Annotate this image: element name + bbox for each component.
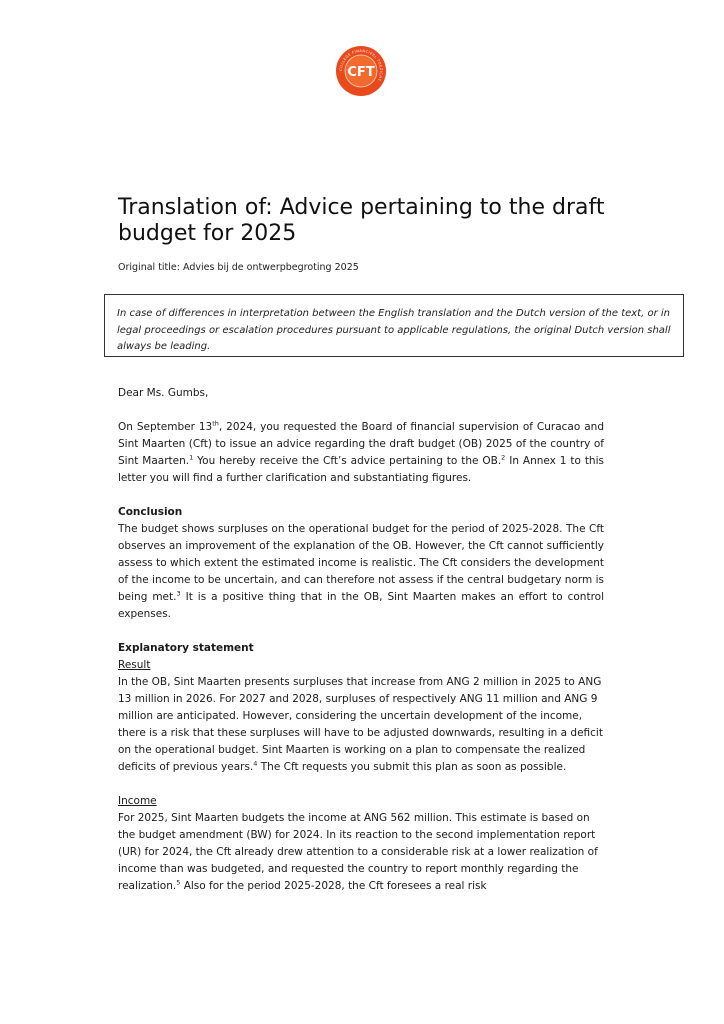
original-title: Original title: Advies bij de ontwerpbegroting 2025 <box>118 262 359 273</box>
explanatory-heading: Explanatory statement <box>118 642 254 654</box>
intro-paragraph: On September 13th, 2024, you requested the Board of financial supervision of Curacao and Sint Maarten (Cft) to issue an advice regarding the draft budget (OB) 2025 of the country of Sint Maarten.$^1$ You hereby receive the Cft’s advice pertaining to the OB.$^2$ In Annex 1 to this letter you will find a further clarification and substantiating figures. <box>118 419 604 484</box>
footnote-ref: 5 <box>176 878 181 887</box>
translation-notice: In case of differences in interpretation between the English translation and the Dutch version of the text, or in legal proceedings or escalation procedures pursuant to applicable regulations, the original Dutch version shall always be leading. <box>104 294 684 357</box>
footnote-ref: 2 <box>501 453 506 462</box>
logo-ring-text: COLLEGE FINANCIEEL TOEZICHT <box>338 48 384 82</box>
footnote-ref: 3 <box>176 589 181 598</box>
income-subheading: Income <box>118 795 157 807</box>
document-title: Translation of: Advice pertaining to the draft budget for 2025 <box>118 195 605 246</box>
footnote-ref: 1 <box>189 453 194 462</box>
conclusion-heading: Conclusion <box>118 506 183 518</box>
income-paragraph: For 2025, Sint Maarten budgets the income at ANG 562 million. This estimate is based on the budget amendment (BW) for 2024. In its reaction to the second implementation report (UR) for 2024, the Cft already drew attention to a considerable risk at a lower realization of income than was budgeted, and requested the country to report monthly regarding the realization.$^5$ Also for the period 2025-2028, the Cft foresees a real risk <box>118 812 598 892</box>
letter-body <box>118 385 604 895</box>
result-paragraph: In the OB, Sint Maarten presents surpluses that increase from ANG 2 million in 2025 to ANG 13 million in 2026. For 2027 and 2028, surpluses of respectively ANG 11 million and ANG 9 million are anticipated. However, considering the uncertain development of the income, there is a risk that these surpluses will have to be adjusted downwards, resulting in a deficit on the operational budget. Sint Maarten is working on a plan to compensate the realized deficits of previous years.$^4$ The Cft requests you submit this plan as soon as possible. <box>118 676 603 773</box>
result-subheading: Result <box>118 659 151 671</box>
footnote-ref: 4 <box>253 759 258 768</box>
cft-logo-icon <box>335 45 387 97</box>
salutation: Dear Ms. Gumbs, <box>118 387 209 399</box>
logo-text: CFT <box>347 65 375 80</box>
conclusion-paragraph: The budget shows surpluses on the operational budget for the period of 2025-2028. The Cft observes an improvement of the explanation of the OB. However, the Cft cannot sufficiently assess to which extent the estimated income is realistic. The Cft considers the development of the income to be uncertain, and can therefore not assess if the central budgetary norm is being met.$^3$ It is a positive thing that in the OB, Sint Maarten makes an effort to control expenses. <box>118 523 605 620</box>
